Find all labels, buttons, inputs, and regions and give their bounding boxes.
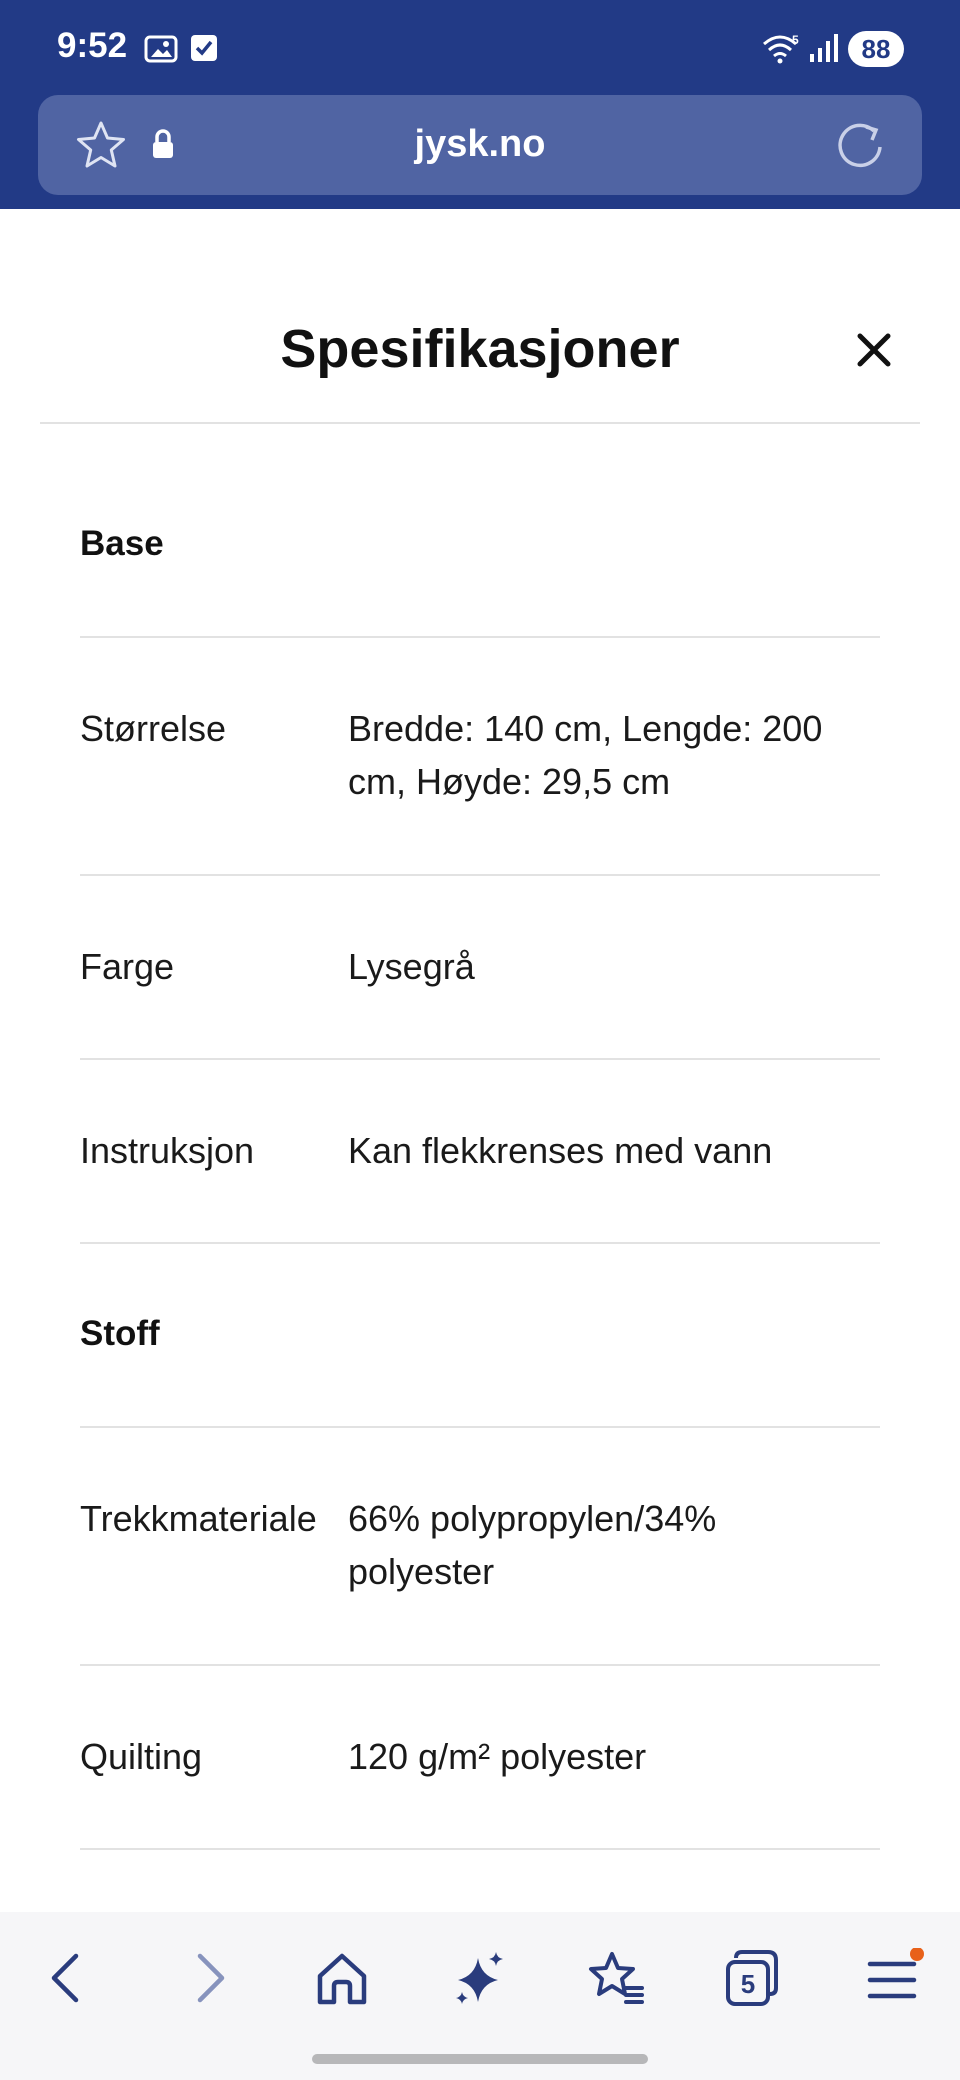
sparkle-icon[interactable]	[450, 1948, 510, 2008]
tabs-icon[interactable]	[722, 1948, 782, 2008]
row-divider	[80, 1848, 880, 1850]
spec-row	[80, 1666, 880, 1850]
spec-value: Lysegrå	[348, 946, 475, 987]
spec-value: Kan flekkrenses med vann	[348, 1130, 773, 1171]
signal-icon	[808, 32, 840, 64]
favorites-icon[interactable]	[586, 1948, 646, 2008]
network-badge: 5	[792, 33, 799, 47]
spec-value: Bredde: 140 cm, Lengde: 200 cm, Høyde: 29,5 cm	[348, 708, 823, 802]
spec-row	[80, 1428, 880, 1666]
url-bar[interactable]	[38, 95, 922, 195]
spec-value: 120 g/m² polyester	[348, 1736, 647, 1777]
spec-label: Quilting	[80, 1736, 203, 1777]
spec-row	[80, 876, 880, 1060]
spec-row	[80, 638, 880, 876]
sheet-title: Spesifikasjoner	[280, 319, 680, 379]
forward-icon[interactable]	[178, 1948, 238, 2008]
spec-label: Farge	[80, 946, 175, 987]
spec-label: Instruksjon	[80, 1130, 255, 1171]
status-time: 9:52	[57, 26, 128, 65]
notification-dot	[910, 1948, 924, 1961]
wifi-icon	[762, 32, 802, 64]
gallery-icon	[144, 33, 178, 65]
section-header	[80, 424, 880, 638]
spec-row	[80, 1060, 880, 1244]
spec-label: Trekkmateriale	[80, 1498, 317, 1539]
spec-label: Størrelse	[80, 708, 227, 749]
browser-header	[0, 0, 960, 209]
home-indicator[interactable]	[312, 2054, 648, 2064]
home-icon[interactable]	[312, 1948, 372, 2008]
reload-icon[interactable]	[834, 117, 888, 173]
status-bar	[0, 0, 960, 95]
tab-count: 5	[740, 1969, 756, 1999]
section-title: Stoff	[80, 1314, 160, 1353]
close-icon[interactable]	[852, 328, 896, 372]
spec-value: 66% polypropylen/34% polyester	[348, 1498, 717, 1592]
battery-indicator: 88	[848, 31, 904, 67]
url-text[interactable]: jysk.no	[414, 123, 546, 165]
check-icon	[190, 33, 218, 63]
back-icon[interactable]	[38, 1948, 98, 2008]
section-title: Base	[80, 524, 164, 563]
menu-icon[interactable]	[864, 1948, 924, 2008]
section-header	[80, 1244, 880, 1428]
